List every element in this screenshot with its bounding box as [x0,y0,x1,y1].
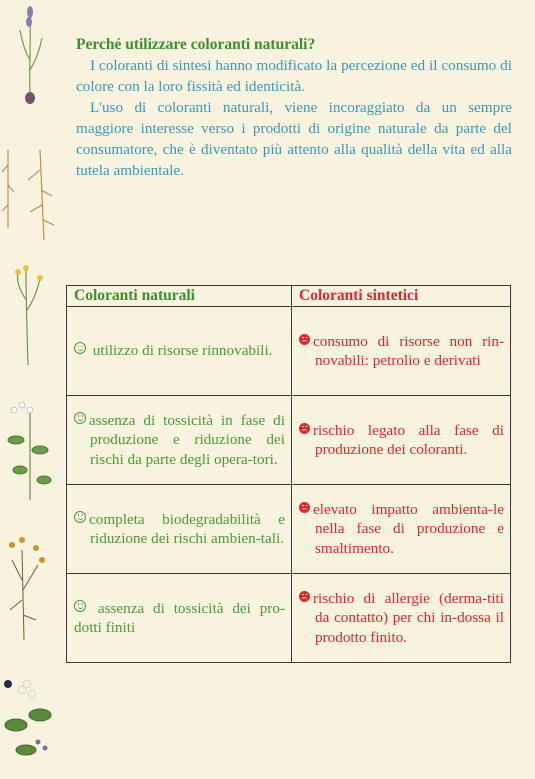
frown-filled-icon [299,334,310,345]
plant-illustration-2 [2,150,54,240]
smiley-outline-icon [74,600,86,612]
synthetic-cell [292,574,511,663]
synthetic-cell [292,396,511,485]
plant-illustration-4 [8,410,51,500]
synthetic-text: consumo di risorse non rin-novabili: petrolio e derivati [313,332,504,369]
frown-filled-icon [299,423,310,434]
intro-section [76,34,512,181]
natural-cell [67,307,292,396]
table-header-row [67,286,511,307]
natural-text: assenza di tossicità dei pro-dotti finiti [74,599,286,636]
table-row [67,485,511,574]
synthetic-text: rischio di allergie (derma-titi da contatto) per chi in-dossa il prodotto finito. [313,589,504,646]
natural-cell [67,485,292,574]
table-row [67,396,511,485]
table-row [67,574,511,663]
smiley-outline-icon [74,511,86,523]
smiley-outline-icon [74,412,86,424]
header-natural-dyes: Coloranti naturali [67,286,292,307]
botanical-illustrations [0,0,62,779]
natural-text: assenza di tossicità in fase di produzione e riduzione dei rischi da parte degli opera-tori. [89,411,285,468]
intro-heading: Perché utilizzare coloranti naturali? [76,36,316,53]
synthetic-cell [292,485,511,574]
header-synthetic-dyes: Coloranti sintetici [292,286,511,307]
synthetic-text: elevato impatto ambienta-le nella fase di produzione e smaltimento. [313,500,504,557]
plant-illustration-3 [17,270,40,365]
frown-filled-icon [299,502,310,513]
natural-cell [67,574,292,663]
natural-text: completa biodegradabilità e riduzione dei rischi ambien-tali. [89,510,285,547]
intro-paragraph-2: L'uso di coloranti naturali, viene incoraggiato da un sempre maggiore interesse verso i prodotti di origine naturale da parte del consumatore, che è diventato più attento alla qualità della vita ed alla tutela ambientale. [76,99,512,179]
table-row [67,307,511,396]
natural-cell [67,396,292,485]
intro-paragraph-1: I coloranti di sintesi hanno modificato la percezione ed il consumo di colore con la loro fissità ed identicità. [76,57,512,95]
comparison-table [66,285,511,663]
frown-filled-icon [299,591,310,602]
plant-illustration-5 [10,550,38,640]
synthetic-cell [292,307,511,396]
smiley-outline-icon [74,342,86,354]
natural-text: utilizzo di risorse rinnovabili. [92,342,273,360]
synthetic-text: rischio legato alla fase di produzione dei coloranti. [313,421,504,458]
